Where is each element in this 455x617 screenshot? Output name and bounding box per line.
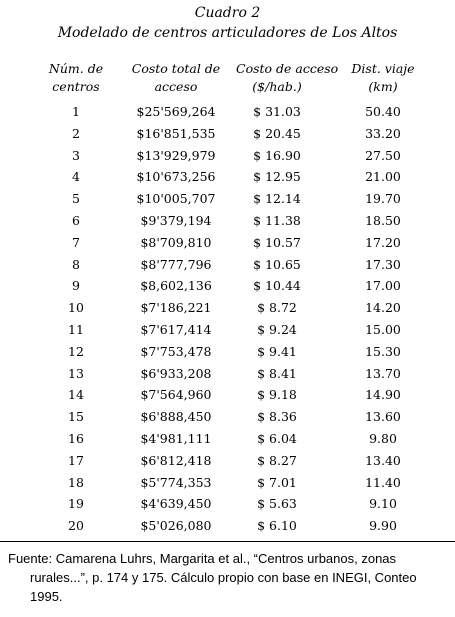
cell-num-centros: 5 (72, 191, 80, 207)
cell-num-centros: 12 (68, 343, 84, 359)
cell-costo-total: $4'639,450 (140, 496, 212, 512)
cell-costo-acceso: $ 10.44 (253, 278, 301, 294)
cell-costo-acceso: $ 5.63 (257, 496, 297, 512)
column-header-line: Dist. viaje (351, 61, 415, 76)
table-label: Cuadro 2 (194, 5, 261, 21)
cell-costo-total: $7'186,221 (140, 300, 212, 316)
cell-costo-acceso: $ 10.57 (253, 234, 301, 250)
cell-costo-acceso: $ 6.10 (257, 518, 297, 534)
cell-dist-viaje: 13.40 (365, 452, 401, 468)
cell-costo-total: $4'981,111 (140, 431, 212, 446)
column-header-line: Costo de acceso (236, 61, 339, 76)
cell-num-centros: 15 (68, 409, 84, 425)
cell-dist-viaje: 18.50 (365, 213, 401, 228)
cell-costo-acceso: $ 12.14 (253, 191, 301, 207)
cell-dist-viaje: 11.40 (365, 474, 401, 490)
cell-dist-viaje: 14.20 (365, 300, 401, 316)
column-header-num-centros (46, 60, 106, 96)
cell-num-centros: 19 (68, 496, 84, 512)
footnote-line: Fuente: Camarena Luhrs, Margarita et al., “Centros urbanos, zonas (8, 551, 397, 566)
column-header-line: ($/hab.) (252, 79, 302, 94)
cell-num-centros: 8 (72, 256, 80, 272)
column-header-costo-total (126, 60, 226, 96)
cell-num-centros: 3 (72, 147, 80, 163)
cell-num-centros: 7 (72, 234, 80, 250)
cell-num-centros: 11 (68, 322, 84, 337)
cell-costo-total: $5'026,080 (140, 518, 212, 534)
column-header-costo-acceso (236, 60, 339, 96)
table-caption: Modelado de centros articuladores de Los Altos (57, 25, 398, 41)
cell-num-centros: 17 (68, 452, 84, 468)
cell-costo-total: $25'569,264 (136, 104, 216, 119)
cell-dist-viaje: 50.40 (365, 104, 401, 119)
cell-costo-acceso: $ 12.95 (253, 169, 301, 185)
cell-num-centros: 6 (72, 213, 80, 228)
column-header-dist-viaje (347, 60, 419, 96)
column-header-line: Costo total de (131, 61, 221, 76)
cell-num-centros: 18 (68, 474, 84, 490)
cell-dist-viaje: 21.00 (365, 169, 401, 185)
cell-num-centros: 9 (72, 278, 80, 294)
column-header-line: acceso (154, 79, 198, 94)
cell-dist-viaje: 17.30 (365, 256, 401, 272)
cell-dist-viaje: 9.10 (369, 496, 397, 512)
cell-costo-total: $10'673,256 (136, 169, 216, 185)
cell-costo-total: $5'774,353 (140, 474, 212, 490)
cell-costo-total: $7'753,478 (140, 343, 212, 359)
cell-dist-viaje: 33.20 (365, 125, 401, 141)
cell-costo-acceso: $ 8.41 (257, 365, 297, 381)
cell-dist-viaje: 13.70 (365, 365, 401, 381)
cell-costo-acceso: $ 31.03 (253, 104, 301, 119)
cell-costo-total: $6'888,450 (140, 409, 212, 425)
cell-costo-acceso: $ 9.24 (257, 322, 297, 337)
cell-dist-viaje: 13.60 (365, 409, 401, 425)
cell-costo-total: $13'929,979 (136, 147, 216, 163)
cell-num-centros: 20 (68, 518, 84, 534)
cell-costo-acceso: $ 9.41 (257, 343, 297, 359)
cell-costo-total: $10'005,707 (136, 191, 216, 207)
cell-costo-total: $8'777,796 (140, 256, 212, 272)
footnote (8, 549, 448, 606)
cell-costo-acceso: $ 8.72 (257, 300, 297, 316)
footnote-line: rurales...”, p. 174 y 175. Cálculo propio con base en INEGI, Conteo (30, 570, 417, 585)
cell-costo-acceso: $ 16.90 (253, 147, 301, 163)
cell-dist-viaje: 17.00 (365, 278, 401, 294)
column-header-line: centros (52, 79, 100, 94)
cell-dist-viaje: 15.00 (365, 322, 401, 337)
cell-dist-viaje: 9.90 (369, 518, 397, 534)
cell-dist-viaje: 27.50 (365, 147, 401, 163)
footnote-line: 1995. (30, 589, 63, 604)
cell-costo-total: $8'709,810 (140, 234, 212, 250)
cell-costo-acceso: $ 9.18 (257, 387, 297, 403)
cell-num-centros: 14 (68, 387, 84, 403)
cell-costo-total: $8,602,136 (140, 278, 212, 294)
cell-costo-total: $7'617,414 (140, 322, 212, 337)
cell-costo-total: $6'812,418 (140, 452, 212, 468)
column-header-line: (km) (368, 79, 398, 94)
cell-costo-acceso: $ 8.36 (257, 409, 297, 425)
cell-costo-acceso: $ 11.38 (253, 213, 301, 228)
cell-costo-total: $7'564,960 (140, 387, 212, 403)
cell-num-centros: 13 (68, 365, 84, 381)
cell-num-centros: 2 (72, 125, 80, 141)
cell-num-centros: 16 (68, 431, 84, 446)
cell-dist-viaje: 15.30 (365, 343, 401, 359)
cell-num-centros: 1 (72, 104, 80, 119)
cell-costo-total: $16'851,535 (136, 125, 216, 141)
cell-dist-viaje: 19.70 (365, 191, 401, 207)
cell-num-centros: 10 (68, 300, 84, 316)
cell-dist-viaje: 17.20 (365, 234, 401, 250)
cell-num-centros: 4 (72, 169, 80, 185)
footnote-divider (0, 541, 455, 542)
cell-costo-acceso: $ 20.45 (253, 125, 301, 141)
cell-costo-acceso: $ 6.04 (257, 431, 297, 446)
cell-costo-acceso: $ 8.27 (257, 452, 297, 468)
cell-costo-total: $9'379,194 (140, 213, 212, 228)
cell-costo-acceso: $ 10.65 (253, 256, 301, 272)
cell-dist-viaje: 14.90 (365, 387, 401, 403)
cell-costo-total: $6'933,208 (140, 365, 212, 381)
column-header-line: Núm. de (48, 61, 104, 76)
cell-dist-viaje: 9.80 (369, 431, 397, 446)
cell-costo-acceso: $ 7.01 (257, 474, 297, 490)
